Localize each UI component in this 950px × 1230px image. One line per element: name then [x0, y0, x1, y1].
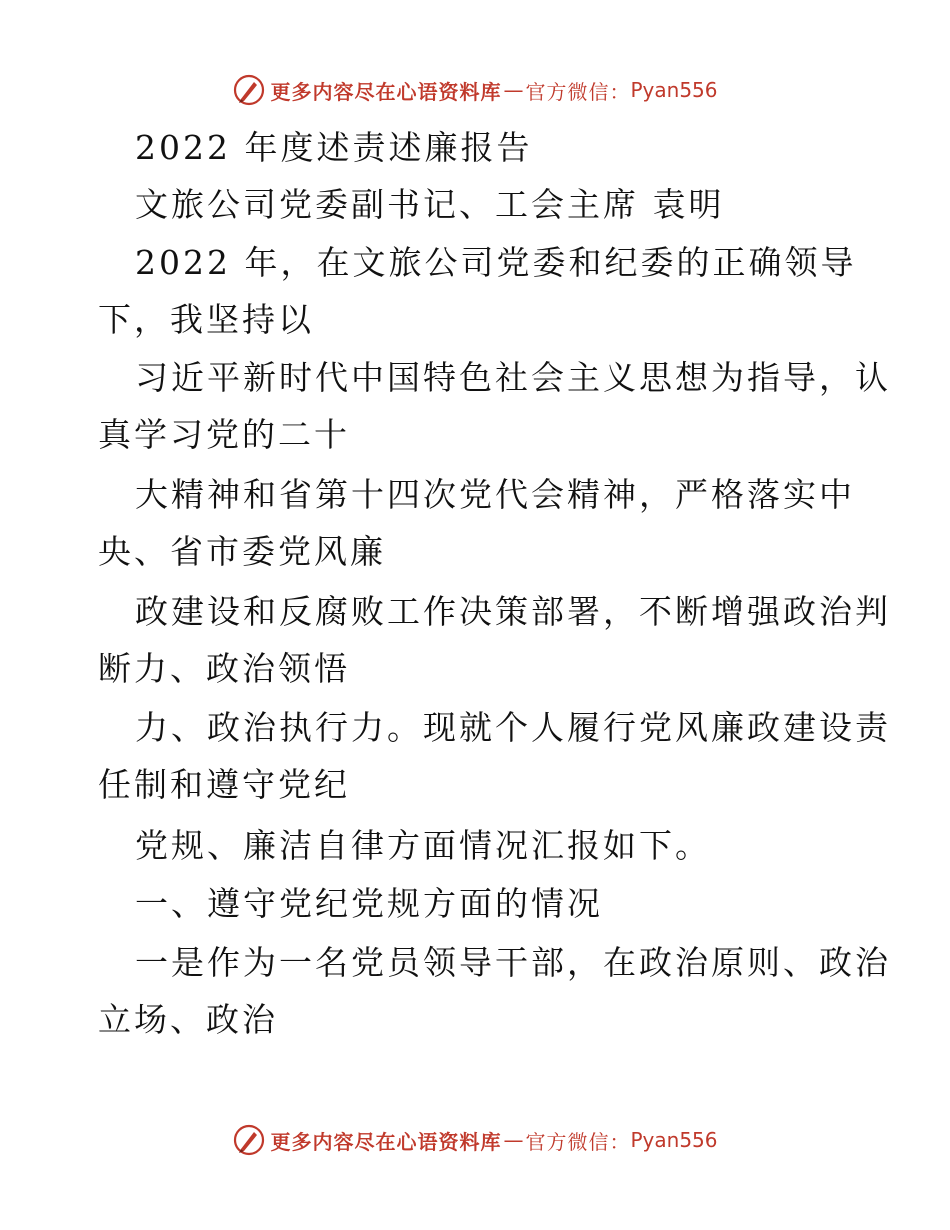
- author-line: 文旅公司党委副书记、工会主席 袁明: [135, 185, 725, 224]
- paragraph-line: 任制和遵守党纪: [98, 765, 350, 804]
- watermark-wechat-id: Pyan556: [630, 78, 718, 102]
- document-title: 2022 年度述责述廉报告: [135, 128, 533, 167]
- paragraph-line: 真学习党的二十: [98, 415, 350, 454]
- paragraph-line: 立场、政治: [98, 1000, 278, 1039]
- paragraph-line: 2022 年，在文旅公司党委和纪委的正确领导: [135, 243, 857, 282]
- watermark-brand-text: 更多内容尽在心语资料库: [270, 1129, 502, 1154]
- watermark-wechat-id: Pyan556: [630, 1128, 718, 1152]
- paragraph-line: 断力、政治领悟: [98, 649, 350, 688]
- paragraph-line: 央、省市委党风廉: [98, 532, 386, 571]
- watermark-wechat-label: 官方微信：: [525, 79, 631, 104]
- watermark-wechat-label: 官方微信：: [525, 1129, 631, 1154]
- watermark-separator: —: [503, 1128, 524, 1152]
- paragraph-line: 力、政治执行力。现就个人履行党风廉政建设责: [135, 708, 891, 747]
- watermark-banner-bottom: [0, 1120, 950, 1160]
- paragraph-line: 大精神和省第十四次党代会精神，严格落实中: [135, 475, 855, 514]
- section-heading: 一、遵守党纪党规方面的情况: [135, 884, 603, 923]
- watermark-separator: —: [503, 78, 524, 102]
- watermark-brand-text: 更多内容尽在心语资料库: [270, 79, 502, 104]
- paragraph-line: 党规、廉洁自律方面情况汇报如下。: [135, 826, 711, 865]
- quill-pen-logo-icon: [232, 1123, 266, 1157]
- paragraph-line: 政建设和反腐败工作决策部署，不断增强政治判: [135, 592, 891, 631]
- paragraph-line: 习近平新时代中国特色社会主义思想为指导，认: [135, 358, 891, 397]
- paragraph-line: 下，我坚持以: [98, 300, 314, 339]
- paragraph-line: 一是作为一名党员领导干部，在政治原则、政治: [135, 943, 891, 982]
